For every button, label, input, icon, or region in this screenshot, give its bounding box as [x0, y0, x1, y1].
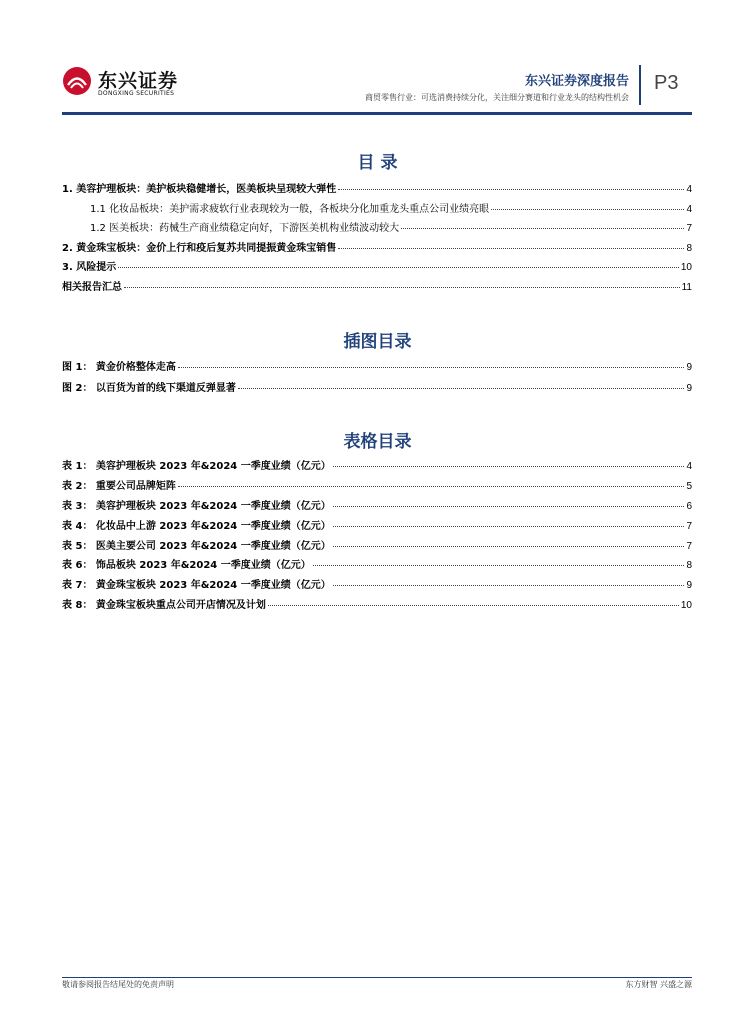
table-entry[interactable]: [62, 576, 692, 596]
page-number: P3: [654, 72, 679, 94]
leader-dots: [338, 247, 684, 249]
footer-slogan: 东方财智 兴盛之源: [625, 980, 692, 989]
table-entry[interactable]: [62, 477, 692, 497]
leader-dots: [268, 604, 679, 606]
footer-disclaimer: 敬请参阅报告结尾处的免责声明: [62, 980, 174, 989]
toc-list: [62, 180, 692, 298]
leader-dots: [333, 525, 685, 527]
table-entry[interactable]: [62, 517, 692, 537]
leader-dots: [333, 584, 685, 586]
leader-dots: [333, 505, 685, 507]
logo-chinese-text: 东兴证券: [98, 70, 179, 92]
toc-entry-text: 相关报告汇总: [62, 281, 122, 293]
figure-entry-page: 9: [686, 382, 692, 394]
figure-entry-page: 9: [686, 362, 692, 373]
table-entry-page: 7: [686, 540, 692, 552]
logo-mark-icon: [62, 66, 92, 96]
toc-entry[interactable]: [62, 200, 692, 220]
table-entry-text: 表 7： 黄金珠宝板块 2023 年&2024 一季度业绩（亿元）: [62, 580, 331, 592]
leader-dots: [333, 545, 685, 547]
toc-entry[interactable]: [62, 239, 692, 259]
leader-dots: [333, 465, 685, 467]
table-entry-text: 表 6： 饰品板块 2023 年&2024 一季度业绩（亿元）: [62, 560, 311, 572]
toc-title: 目 录: [357, 153, 398, 173]
figure-entry[interactable]: [62, 379, 692, 400]
table-entry-page: 5: [686, 480, 692, 492]
table-entry-text: 表 3： 美容护理板块 2023 年&2024 一季度业绩（亿元）: [62, 500, 331, 512]
figure-entry-text: 图 2： 以百货为首的线下渠道反弹显著: [62, 382, 236, 394]
table-entry-page: 6: [686, 500, 692, 512]
toc-entry-page: 8: [686, 242, 692, 254]
leader-dots: [491, 208, 684, 210]
header-separator: [639, 65, 641, 105]
table-entry-page: 8: [686, 560, 692, 572]
leader-dots: [124, 286, 680, 288]
leader-dots: [178, 485, 685, 487]
figure-entry[interactable]: [62, 358, 692, 379]
toc-entry[interactable]: [62, 219, 692, 239]
leader-dots: [401, 227, 684, 229]
table-entry-page: 9: [686, 580, 692, 592]
table-entry[interactable]: [62, 497, 692, 517]
leader-dots: [118, 266, 679, 268]
footer-rule: [62, 977, 692, 978]
table-entry-text: 表 5： 医美主要公司 2023 年&2024 一季度业绩（亿元）: [62, 540, 331, 552]
leader-dots: [178, 366, 685, 368]
tables-list: [62, 457, 692, 616]
toc-entry-text: 2. 黄金珠宝板块：金价上行和疫后复苏共同提振黄金珠宝销售: [62, 242, 337, 254]
leader-dots: [238, 387, 685, 389]
company-logo: [62, 66, 182, 100]
header-rule: [62, 112, 692, 115]
logo-english-text: DONGXING SECURITIES: [98, 90, 175, 97]
toc-entry-page: 4: [686, 203, 692, 215]
toc-entry[interactable]: [62, 278, 692, 298]
table-entry-text: 表 1： 美容护理板块 2023 年&2024 一季度业绩（亿元）: [62, 461, 331, 472]
report-title: 东兴证券深度报告: [524, 74, 629, 89]
table-entry-page: 10: [680, 600, 692, 612]
table-entry[interactable]: [62, 596, 692, 616]
table-entry[interactable]: [62, 537, 692, 557]
toc-entry[interactable]: [62, 258, 692, 278]
figures-list: [62, 358, 692, 399]
toc-entry-page: 7: [686, 223, 692, 235]
report-subtitle: 商贸零售行业：可选消费持续分化，关注细分赛道和行业龙头的结构性机会: [365, 93, 629, 102]
figure-entry-text: 图 1： 黄金价格整体走高: [62, 362, 176, 373]
table-entry-page: 4: [686, 461, 692, 472]
toc-entry-page: 4: [686, 184, 692, 195]
toc-entry-text: 1.1 化妆品板块：美护需求疲软行业表现较为一般，各板块分化加重龙头重点公司业绩亮眼: [90, 203, 490, 215]
table-entry-text: 表 8： 黄金珠宝板块重点公司开店情况及计划: [62, 600, 266, 612]
toc-entry-page: 11: [681, 281, 692, 293]
table-entry[interactable]: [62, 457, 692, 477]
leader-dots: [313, 564, 685, 566]
table-entry[interactable]: [62, 556, 692, 576]
leader-dots: [338, 188, 684, 190]
toc-entry-text: 1. 美容护理板块：美护板块稳健增长，医美板块呈现较大弹性: [62, 184, 337, 195]
table-entry-text: 表 2： 重要公司品牌矩阵: [62, 480, 176, 492]
toc-entry-text: 1.2 医美板块：药械生产商业绩稳定向好，下游医美机构业绩波动较大: [90, 223, 400, 235]
toc-entry[interactable]: [62, 180, 692, 200]
table-entry-text: 表 4： 化妆品中上游 2023 年&2024 一季度业绩（亿元）: [62, 520, 331, 532]
figures-title: 插图目录: [343, 332, 412, 352]
table-entry-page: 7: [686, 520, 692, 532]
tables-title: 表格目录: [343, 432, 412, 452]
toc-entry-page: 10: [680, 262, 692, 274]
toc-entry-text: 3. 风险提示: [62, 262, 117, 274]
